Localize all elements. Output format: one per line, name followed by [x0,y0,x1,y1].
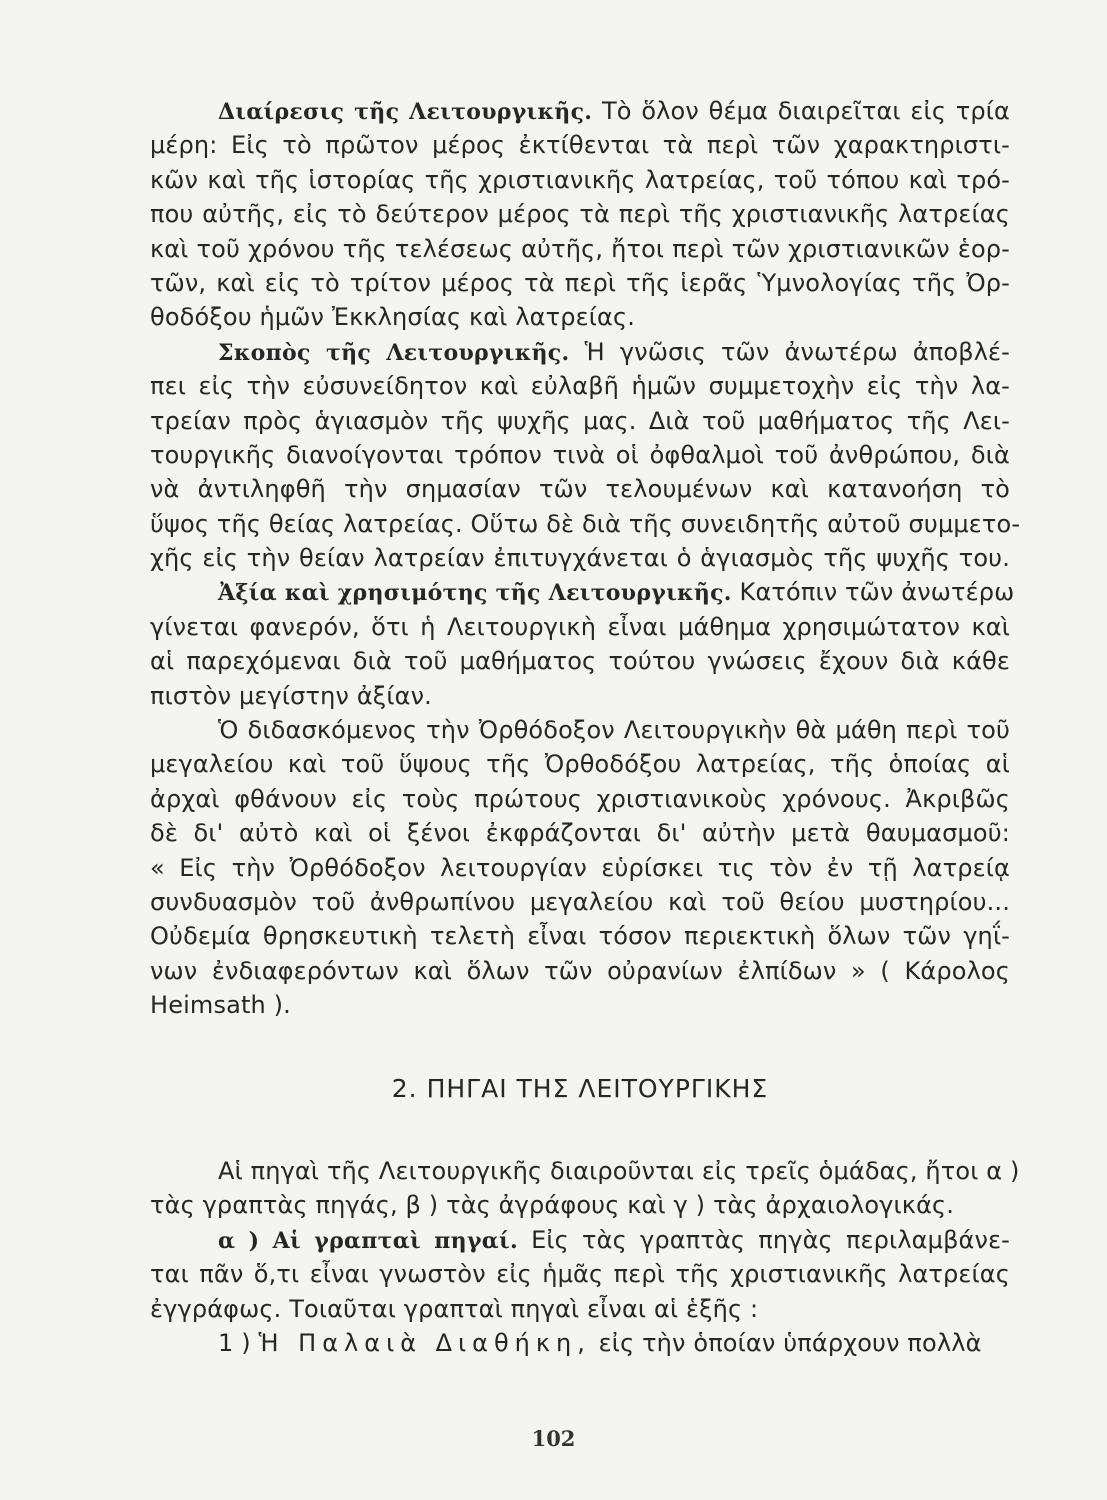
para5-line-2: τὰς γραπτὰς πηγάς, β ) τὰς ἀγράφους καὶ γ ) τὰς ἀρχαιολογικάς. [150,1191,955,1220]
para4-line-4: δὲ δι' αὐτὸ καὶ οἱ ξένοι ἐκφράζονται δι' αὐτὴν μετὰ θαυμασμοῦ: [150,819,1010,848]
para2-line-7: χῆς εἰς τὴν θείαν λατρείαν ἐπιτυγχάνεται ὁ ἁγιασμὸς τῆς ψυχῆς του. [150,544,1010,573]
para1-line-7: θοδόξου ἡμῶν Ἐκκλησίας καὶ λατρείας. [150,303,636,332]
para1-line-6: τῶν, καὶ εἰς τὸ τρίτον μέρος τὰ περὶ τῆς ἱερᾶς Ὑμνολογίας τῆς Ὀρ- [150,268,1010,297]
para5-line-1: Αἱ πηγαὶ τῆς Λειτουργικῆς διαιροῦνται εἰς τρεῖς ὁμάδας, ἤτοι α ) [218,1157,1020,1185]
para2-line-4: τουργικῆς διανοίγονται τρόπον τινὰ οἱ ὀφθαλμοὶ τοῦ ἀνθρώπου, διὰ [150,440,1010,469]
para3-line-4: πιστὸν μεγίστην ἀξίαν. [150,681,432,710]
para2-line-2: πει εἰς τὴν εὐσυνείδητον καὶ εὐλαβῆ ἡμῶν συμμετοχὴν εἰς τὴν λα- [150,372,1010,401]
para4-line-3: ἀρχαὶ φθάνουν εἰς τοὺς πρώτους χριστιανικοὺς χρόνους. Ἀκριβῶς [150,784,1010,813]
para1-line-4: που αὐτῆς, εἰς τὸ δεύτερον μέρος τὰ περὶ τῆς χριστιανικῆς λατρείας [150,200,1010,229]
para2-line-3: τρείαν πρὸς ἁγιασμὸν τῆς ψυχῆς μας. Διὰ τοῦ μαθήματος τῆς Λει- [150,406,1010,435]
para7-line-1 [150,1326,1010,1360]
para3-line-3: αἱ παρεχόμεναι διὰ τοῦ μαθήματος τούτου γνώσεις ἔχουν διὰ κάθε [150,647,1010,676]
para1-text: Τὸ ὅλον θέμα διαιρεῖται εἰς τρία [592,97,1011,125]
para3-line-1 [150,575,1015,609]
para3-line-2: γίνεται φανερόν, ὅτι ἡ Λειτουργικὴ εἶναι μάθημα χρησιμώτατον καὶ [150,612,1010,641]
para6-line-3: ἐγγράφως. Τοιαῦται γραπταὶ πηγαὶ εἶναι αἱ ἑξῆς : [150,1294,759,1323]
page-body [150,94,1021,1357]
para2-line-1 [150,335,1010,369]
para1-line-3: κῶν καὶ τῆς ἱστορίας τῆς χριστιανικῆς λατρείας, τοῦ τόπου καὶ τρό- [150,165,1010,194]
para1-line-2: μέρη: Εἰς τὸ πρῶτον μέρος ἐκτίθενται τὰ περὶ τῶν χαρακτηριστι- [150,131,1010,160]
para6-line-2: ται πᾶν ὅ,τι εἶναι γνωστὸν εἰς ἡμᾶς περὶ τῆς χριστιανικῆς λατρείας [150,1260,1010,1289]
para2-text: Ἡ γνῶσις τῶν ἀνωτέρω ἀποβλέ- [569,337,1010,366]
para4-line-1: Ὁ διδασκόμενος τὴν Ὀρθόδοξον Λειτουργικὴν θὰ μάθη περὶ τοῦ [218,716,1010,745]
page-number: 102 [531,1426,576,1451]
para1-line-5: καὶ τοῦ χρόνου τῆς τελέσεως αὐτῆς, ἤτοι περὶ τῶν χριστιανικῶν ἑορ- [150,234,1010,263]
para6-line-1 [150,1223,1010,1257]
para6-heading: α ) Αἱ γραπταὶ πηγαί. [218,1227,518,1254]
para2-heading: Σκοπὸς τῆς Λειτουργικῆς. [218,339,570,366]
para1-heading: Διαίρεσις τῆς Λειτουργικῆς. [218,99,593,125]
para3-text: Κατόπιν τῶν ἀνωτέρω [731,578,1015,607]
para3-heading: Ἀξία καὶ χρησιμότης τῆς Λειτουργικῆς. [218,580,732,607]
para2-line-6: ὕψος τῆς θείας λατρείας. Οὕτω δὲ διὰ τῆς συνειδητῆς αὐτοῦ συμμετο- [150,509,1021,538]
para7-rest: εἰς τὴν ὁποίαν ὑπάρχουν πολλὰ [590,1328,982,1357]
para4-line-8: νων ἐνδιαφερόντων καὶ ὅλων τῶν οὐρανίων ἐλπίδων » ( Κάρολος [150,956,1010,985]
para2-line-5: νὰ ἀντιληφθῆ τὴν σημασίαν τῶν τελουμένων καὶ κατανοήση τὸ [150,475,1010,504]
para4-line-6: συνδυασμὸν τοῦ ἀνθρωπίνου μεγαλείου καὶ τοῦ θείου μυστηρίου... [150,887,1010,916]
para6-text: Εἰς τὰς γραπτὰς πηγὰς περιλαμβάνε- [517,1225,1010,1254]
para4-line-2: μεγαλείου καὶ τοῦ ὕψους τῆς Ὀρθοδόξου λατρείας, τῆς ὁποίας αἱ [150,750,1010,779]
section-body [150,1154,1020,1360]
para1-line-1 [150,94,1010,128]
para4-line-9: Heimsath ). [150,991,291,1020]
para4-line-5: « Εἰς τὴν Ὀρθόδοξον λειτουργίαν εὑρίσκει τις τὸν ἐν τῇ λατρείᾳ [150,853,1010,882]
para4-line-7: Οὐδεμία θρησκευτικὴ τελετὴ εἶναι τόσον περιεκτικὴ ὅλων τῶν γηΐ- [150,922,1010,951]
section-heading: 2. ΠΗΓΑΙ ΤΗΣ ΛΕΙΤΟΥΡΓΙΚΗΣ [391,1074,769,1103]
para7-prefix: 1 ) [218,1328,259,1357]
para7-spaced-title: Ἡ Παλαιὰ Διαθήκη, [258,1328,591,1357]
